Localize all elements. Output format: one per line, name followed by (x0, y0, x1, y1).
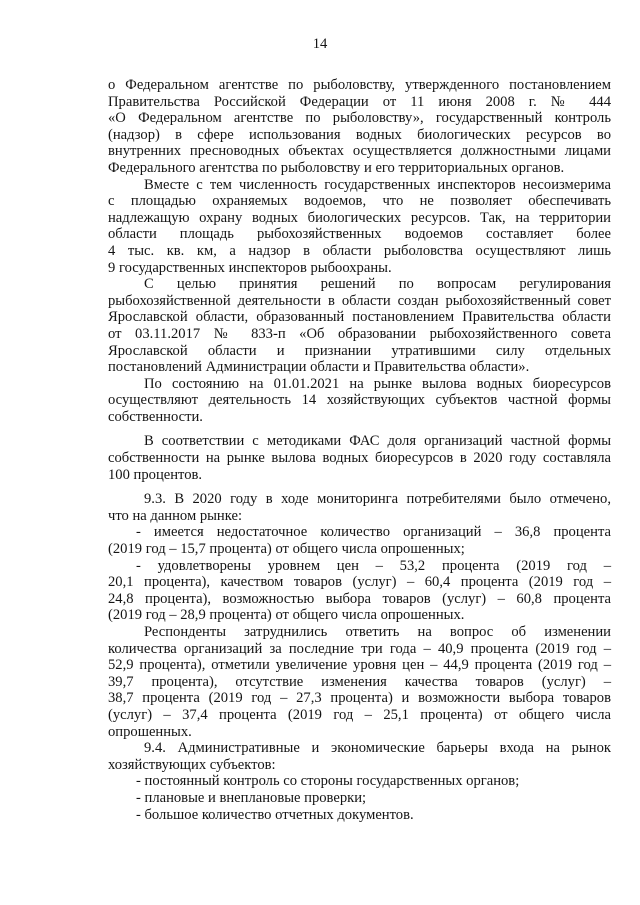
text-line: Федерального агентства по рыболовству и его территориальных органов. (108, 159, 565, 176)
list-item-line: - плановые и внеплановые проверки; (136, 789, 367, 806)
text-line: По состоянию на 01.01.2021 на рынке вылова водных биоресурсов (144, 375, 611, 392)
text-line: о Федеральном агентстве по рыболовству, утвержденного постановлением (108, 77, 611, 93)
text-line: собственности на рынке вылова водных биоресурсов в 2020 году составляла (108, 450, 611, 467)
document-body (108, 77, 611, 823)
list-item-line: - имеется недостаточное количество организаций – 36,8 процента (136, 524, 611, 541)
text-line: Вместе с тем численность государственных инспекторов несоизмерима (144, 176, 611, 193)
list-item-line: - удовлетворены уровнем цен – 53,2 процента (2019 год – (136, 557, 611, 574)
text-line: 100 процентов. (108, 466, 203, 483)
text-line: что на данном рынке: (108, 507, 243, 524)
text-line: Правительства Российской Федерации от 11 июня 2008 г. № 444 (108, 93, 611, 110)
text-line: хозяйствующих субъектов: (108, 756, 276, 773)
text-line: 52,9 процента), отметили увеличение уровня цен – 44,9 процента (2019 год – (108, 657, 611, 674)
text-line: (услуг) – 37,4 процента (2019 год – 25,1 процента) от общего числа (108, 706, 611, 723)
text-line: 9.4. Административные и экономические барьеры входа на рынок (144, 740, 611, 757)
text-line: 9 государственных инспекторов рыбоохраны. (108, 259, 392, 276)
text-line: Ярославской области, образованный постановлением Правительства области (108, 309, 611, 326)
text-line: 24,8 процента), возможностью выбора товаров (услуг) – 60,8 процента (108, 590, 611, 607)
text-line: Ярославской области и признании утратившими силу отдельных (108, 342, 611, 359)
text-line: (надзор) в сфере использования водных биологических ресурсов во (108, 126, 611, 143)
text-line: количества организаций за последние три года – 40,9 процента (2019 год – (108, 640, 611, 657)
text-line: рыбохозяйственной деятельности в области создан рыбохозяйственный совет (108, 292, 611, 309)
text-line: Респонденты затруднились ответить на вопрос об изменении (144, 624, 611, 640)
text-line: 38,7 процента (2019 год – 27,3 процента) и возможности выбора товаров (108, 690, 611, 707)
text-line: 39,7 процента), отсутствие изменения качества товаров (услуг) – (108, 673, 611, 690)
text-line: 4 тыс. кв. км, а надзор в области рыболовства осуществляют лишь (108, 242, 611, 259)
text-line: надлежащую охрану водных биологических ресурсов. Так, на территории (108, 209, 611, 226)
text-line: области площадь рыбохозяйственных водоемов составляет более (108, 226, 611, 243)
text-line: постановлений Администрации области и Правительства области». (108, 359, 530, 376)
text-line: (2019 год – 28,9 процента) от общего числа опрошенных. (108, 607, 465, 624)
text-line: С целью принятия решений по вопросам регулирования (144, 276, 611, 293)
paragraph-gap (108, 483, 611, 491)
text-line: осуществляют деятельность 14 хозяйствующих субъектов частной формы (108, 392, 611, 409)
text-line: 20,1 процента), качеством товаров (услуг) – 60,4 процента (2019 год – (108, 574, 611, 591)
text-line: с площадью охраняемых водоемов, что не позволяет обеспечивать (108, 193, 611, 210)
page-number: 14 (312, 36, 328, 52)
text-line: внутренних пресноводных объектах осуществляется должностными лицами (108, 143, 611, 160)
text-line: опрошенных. (108, 723, 192, 740)
list-item-line: - постоянный контроль со стороны государственных органов; (136, 773, 520, 790)
text-line: В соответствии с методиками ФАС доля организаций частной формы (144, 433, 611, 450)
text-line: 9.3. В 2020 году в ходе мониторинга потребителями было отмечено, (144, 491, 611, 508)
text-line: собственности. (108, 408, 203, 425)
text-line: «О Федеральном агентстве по рыболовству», государственный контроль (108, 110, 611, 127)
text-line: (2019 год – 15,7 процента) от общего числа опрошенных; (108, 541, 465, 558)
list-item-line: - большое количество отчетных документов. (136, 806, 414, 823)
text-line: от 03.11.2017 № 833-п «Об образовании рыбохозяйственного совета (108, 325, 611, 342)
paragraph-gap (108, 425, 611, 433)
